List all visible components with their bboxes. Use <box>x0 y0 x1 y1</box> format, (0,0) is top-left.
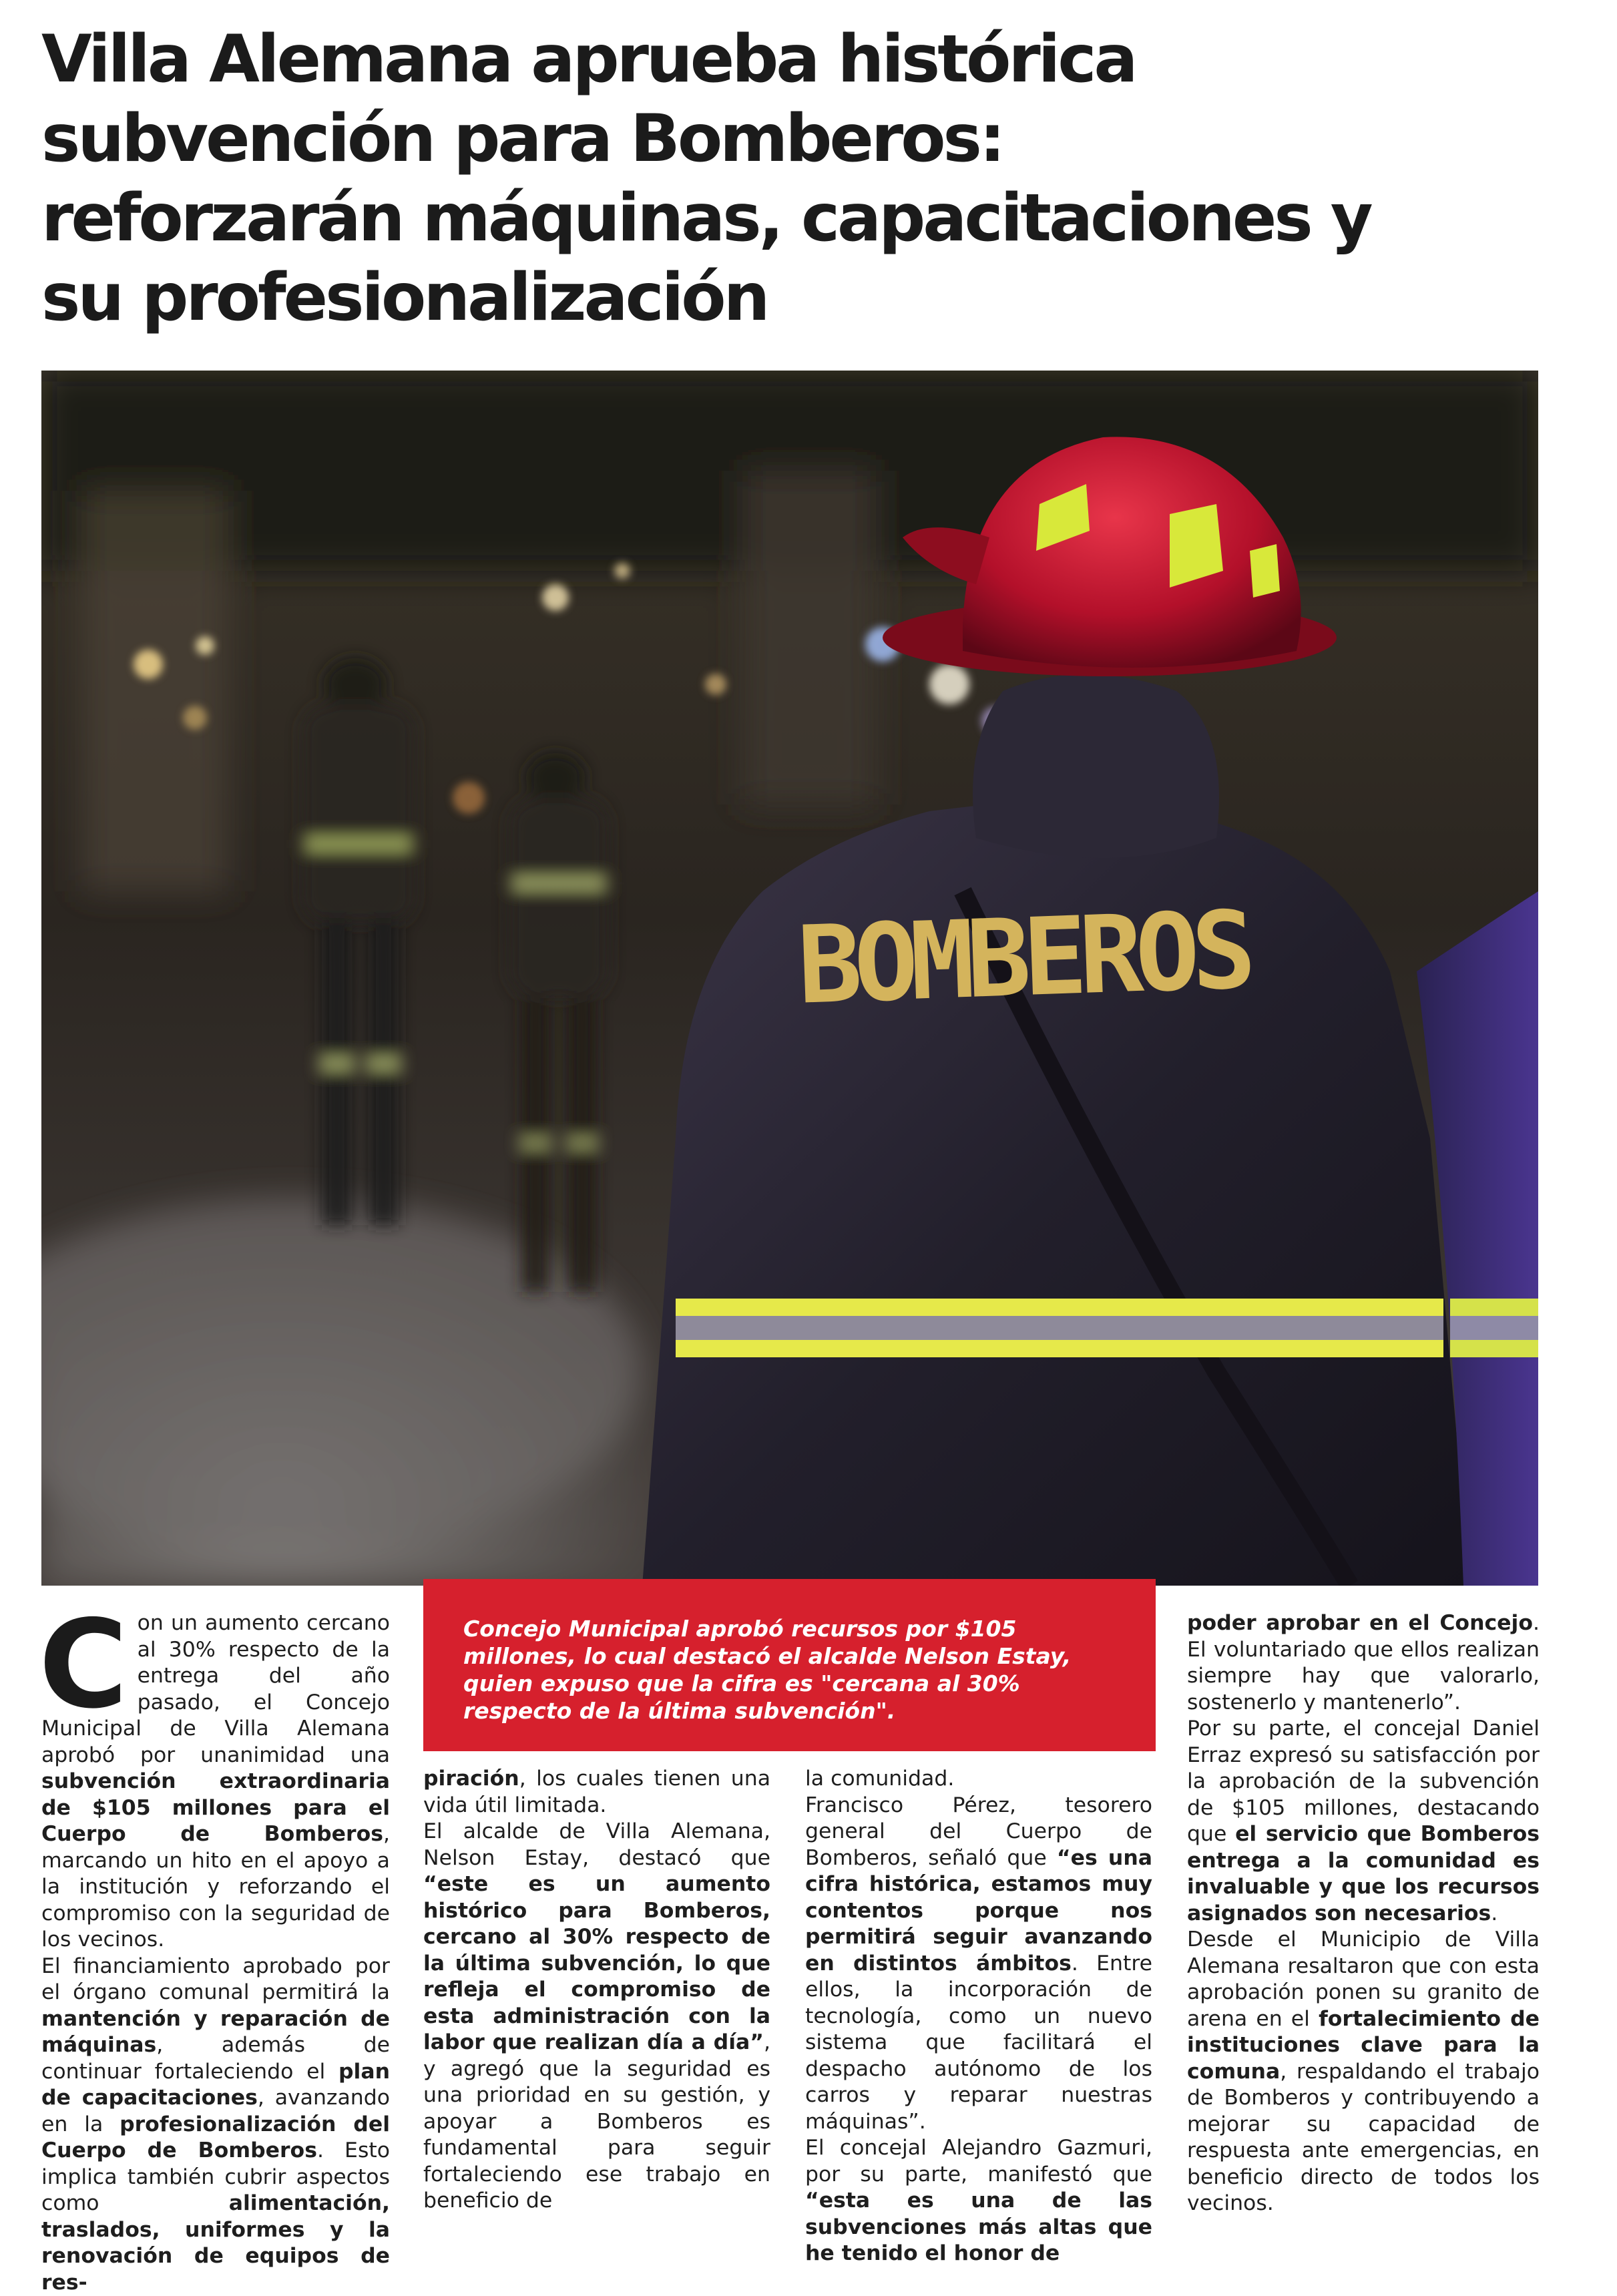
body-column-1 <box>41 1610 390 2296</box>
body-emphasis: “este es un aumento histórico para Bomberos, cercano al 30% respecto de la última subvención, lo que refleja el compromiso de esta administración con la labor que realizan día a día” <box>423 1872 770 2054</box>
paragraph <box>423 1819 770 2215</box>
headline-line-2: subvención para Bomberos: <box>41 99 1590 179</box>
paragraph <box>805 2135 1152 2267</box>
body-emphasis: “es una cifra histórica, estamos muy contentos porque nos permitirá seguir avanzando en distintos ámbitos <box>805 1846 1152 1976</box>
paragraph <box>805 1766 1152 1793</box>
paragraph <box>1187 1610 1540 1716</box>
body-text: Francisco Pérez, tesorero general del Cuerpo de Bomberos, señaló que <box>805 1793 1152 1870</box>
paragraph <box>805 1793 1152 2136</box>
body-emphasis: piración <box>423 1767 519 1791</box>
callout-box <box>423 1579 1156 1751</box>
body-text: , además de continuar fortaleciendo el <box>41 2033 390 2084</box>
body-text: El financiamiento aprobado por el órgano comunal permitirá la <box>41 1954 390 2005</box>
body-emphasis: “esta es una de las subvenciones más altas que he tenido el honor de <box>805 2189 1152 2265</box>
body-text: . El voluntariado que ellos realizan siempre hay que valorarlo, sostenerlo y mantenerlo”. <box>1187 1611 1540 1714</box>
body-column-3 <box>805 1766 1152 2267</box>
body-emphasis: poder aprobar en el Concejo <box>1187 1611 1533 1635</box>
paragraph <box>41 1954 390 2296</box>
jacket-lettering: BOMBEROS <box>796 887 1252 1028</box>
body-emphasis: profesionalización del Cuerpo de Bomberos <box>41 2112 390 2163</box>
body-text: on un aumento cercano al 30% respecto de la entrega del año pasado, el Concejo Municipal de Villa Alemana aprobó por unanimidad una <box>41 1611 390 1767</box>
body-emphasis: alimentación, traslados, uniformes y la renovación de equipos de res- <box>41 2191 390 2295</box>
paragraph <box>1187 1927 1540 2217</box>
body-text: . <box>1491 1901 1497 1925</box>
paragraph <box>1187 1716 1540 1927</box>
body-emphasis: subvención extraordinaria de $105 millones para el Cuerpo de Bomberos <box>41 1769 390 1846</box>
firefighter-photo <box>41 371 1538 1586</box>
body-emphasis: el servicio que Bomberos entrega a la comunidad es invaluable y que los recursos asignados son necesarios <box>1187 1822 1540 1925</box>
body-text: , y agregó que la seguridad es una prioridad en su gestión, y apoyar a Bomberos es fundamental para seguir fortaleciendo ese trabajo en beneficio de <box>423 2030 770 2213</box>
dropcap: C <box>39 1614 128 1714</box>
headline-line-1: Villa Alemana aprueba histórica <box>41 20 1590 99</box>
body-column-2 <box>423 1766 770 2215</box>
paragraph <box>41 1610 390 1954</box>
body-emphasis: fortalecimiento de instituciones clave para la comuna <box>1187 2007 1540 2084</box>
body-text: , los cuales tienen una vida útil limitada. <box>423 1767 770 1817</box>
body-text: Desde el Municipio de Villa Alemana resaltaron que con esta aprobación ponen su granito de arena en el <box>1187 1927 1540 2031</box>
body-text: , respaldando el trabajo de Bomberos y contribuyendo a mejorar su capacidad de respuesta ante emergencias, en beneficio directo de todos los vecinos. <box>1187 2060 1540 2216</box>
body-text: , marcando un hito en el apoyo a la institución y reforzando el compromiso con la seguridad de los vecinos. <box>41 1822 390 1951</box>
body-emphasis: mantención y reparación de máquinas <box>41 2007 390 2058</box>
body-text: la comunidad. <box>805 1767 954 1791</box>
headline <box>41 20 1590 338</box>
body-text: , avanzando en la <box>41 2086 390 2136</box>
body-text: El alcalde de Villa Alemana, Nelson Estay, destacó que <box>423 1819 770 1870</box>
body-text: . Entre ellos, la incorporación de tecnología, como un nuevo sistema que facilitará el despacho autónomo de los carros y reparar nuestras máquinas”. <box>805 1951 1152 2134</box>
callout-text: Concejo Municipal aprobó recursos por $105 millones, lo cual destacó el alcalde Nelson Estay, quien expuso que la cifra es "cercana al 30% respecto de la última subvención". <box>463 1616 1071 1724</box>
headline-line-4: su profesionalización <box>41 258 1590 338</box>
body-text: El concejal Alejandro Gazmuri, por su parte, manifestó que <box>805 2136 1152 2187</box>
body-column-4 <box>1187 1610 1540 2217</box>
headline-line-3: reforzarán máquinas, capacitaciones y <box>41 179 1590 258</box>
paragraph <box>423 1766 770 1819</box>
body-text: . Esto implica también cubrir aspectos como <box>41 2138 390 2215</box>
body-emphasis: plan de capacitaciones <box>41 2060 390 2110</box>
body-text: Por su parte, el concejal Daniel Erraz expresó su satisfacción por la aprobación de la subvención de $105 millones, destacando que <box>1187 1716 1540 1846</box>
